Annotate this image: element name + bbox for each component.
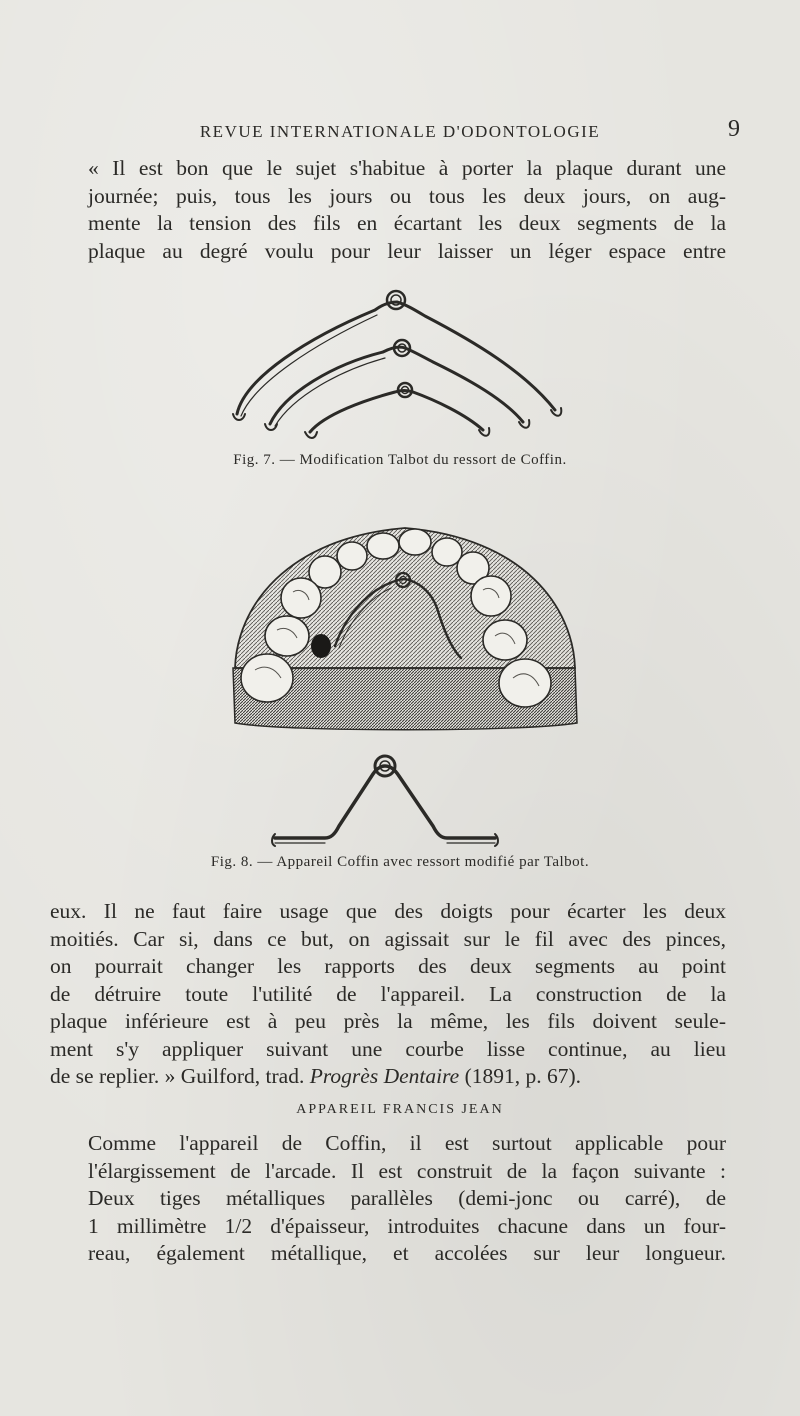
- text-line: « Il est bon que le sujet s'habitue à porter la plaque durant une: [88, 156, 726, 180]
- text-line: on pourrait changer les rapports des deux segments au point: [50, 954, 726, 978]
- text-line: plaque inférieure est à peu près la même, les fils doivent seule-: [50, 1009, 726, 1033]
- spring-large: [237, 302, 555, 414]
- text-line: mente la tension des fils en écartant les deux segments de la: [88, 211, 726, 235]
- running-head: [60, 118, 740, 148]
- tooth: [483, 620, 527, 660]
- text-line: Deux tiges métalliques parallèles (demi-jonc ou carré), de: [88, 1186, 726, 1210]
- text-line: l'élargissement de l'arcade. Il est construit de la façon suivante :: [88, 1158, 726, 1183]
- tooth: [337, 542, 367, 570]
- text-line: journée; puis, tous les jours ou tous les deux jours, on aug-: [88, 183, 726, 208]
- spring-large-coil: [387, 291, 405, 309]
- section-heading: APPAREIL FRANCIS JEAN: [296, 1102, 504, 1117]
- tooth: [265, 616, 309, 656]
- spring-small: [310, 391, 483, 433]
- citation-reference: (1891, p. 67).: [459, 1064, 582, 1088]
- text-line: moitiés. Car si, dans ce but, on agissait sur le fil avec des pinces,: [50, 926, 726, 951]
- tooth: [399, 529, 431, 555]
- text-line: 1 millimètre 1/2 d'épaisseur, introduites chacune dans un four-: [88, 1213, 726, 1238]
- tooth: [241, 654, 293, 702]
- cast-hole: [311, 634, 331, 658]
- tooth: [499, 659, 551, 707]
- three-talbot-springs-figure: [215, 282, 575, 442]
- text-line: reau, également métallique, et accolées sur leur longueur.: [88, 1241, 726, 1265]
- dental-cast-with-coffin-appliance-figure: [225, 518, 585, 748]
- springs-drawing: [215, 282, 575, 442]
- running-title: REVUE INTERNATIONALE D'ODONTOLOGIE: [199, 122, 601, 141]
- text-line: plaque au degré voulu pour leur laisser un léger espace entre: [88, 238, 726, 263]
- figure-8-caption: Fig. 8. — Appareil Coffin avec ressort modifié par Talbot.: [210, 854, 590, 870]
- spring-detail-drawing: [265, 752, 505, 852]
- paragraph-bottom: [50, 1130, 726, 1268]
- citation-text: de se replier. » Guilford, trad.: [50, 1064, 310, 1088]
- text-line: eux. Il ne faut faire usage que des doigts pour écarter les deux: [50, 899, 726, 923]
- text-line: de détruire toute l'utilité de l'appareil. La construction de la: [50, 981, 726, 1006]
- dental-cast-drawing: [225, 518, 585, 748]
- tooth: [367, 533, 399, 559]
- figure-7-caption: Fig. 7. — Modification Talbot du ressort de Coffin.: [233, 452, 567, 468]
- spring-large-inner: [241, 315, 377, 416]
- paragraph-top: [50, 155, 726, 265]
- talbot-spring-detail-figure: [265, 752, 505, 852]
- paragraph-mid: [50, 898, 726, 1091]
- journal-title: Progrès Dentaire: [309, 1064, 460, 1088]
- spring-medium: [270, 347, 523, 424]
- page-number: 9: [728, 116, 740, 142]
- text-line-citation: [50, 1063, 726, 1091]
- text-line: Comme l'appareil de Coffin, il est surtout applicable pour: [88, 1131, 726, 1155]
- tooth: [281, 578, 321, 618]
- text-line: ment s'y appliquer suivant une courbe lisse continue, au lieu: [50, 1036, 726, 1061]
- tooth: [471, 576, 511, 616]
